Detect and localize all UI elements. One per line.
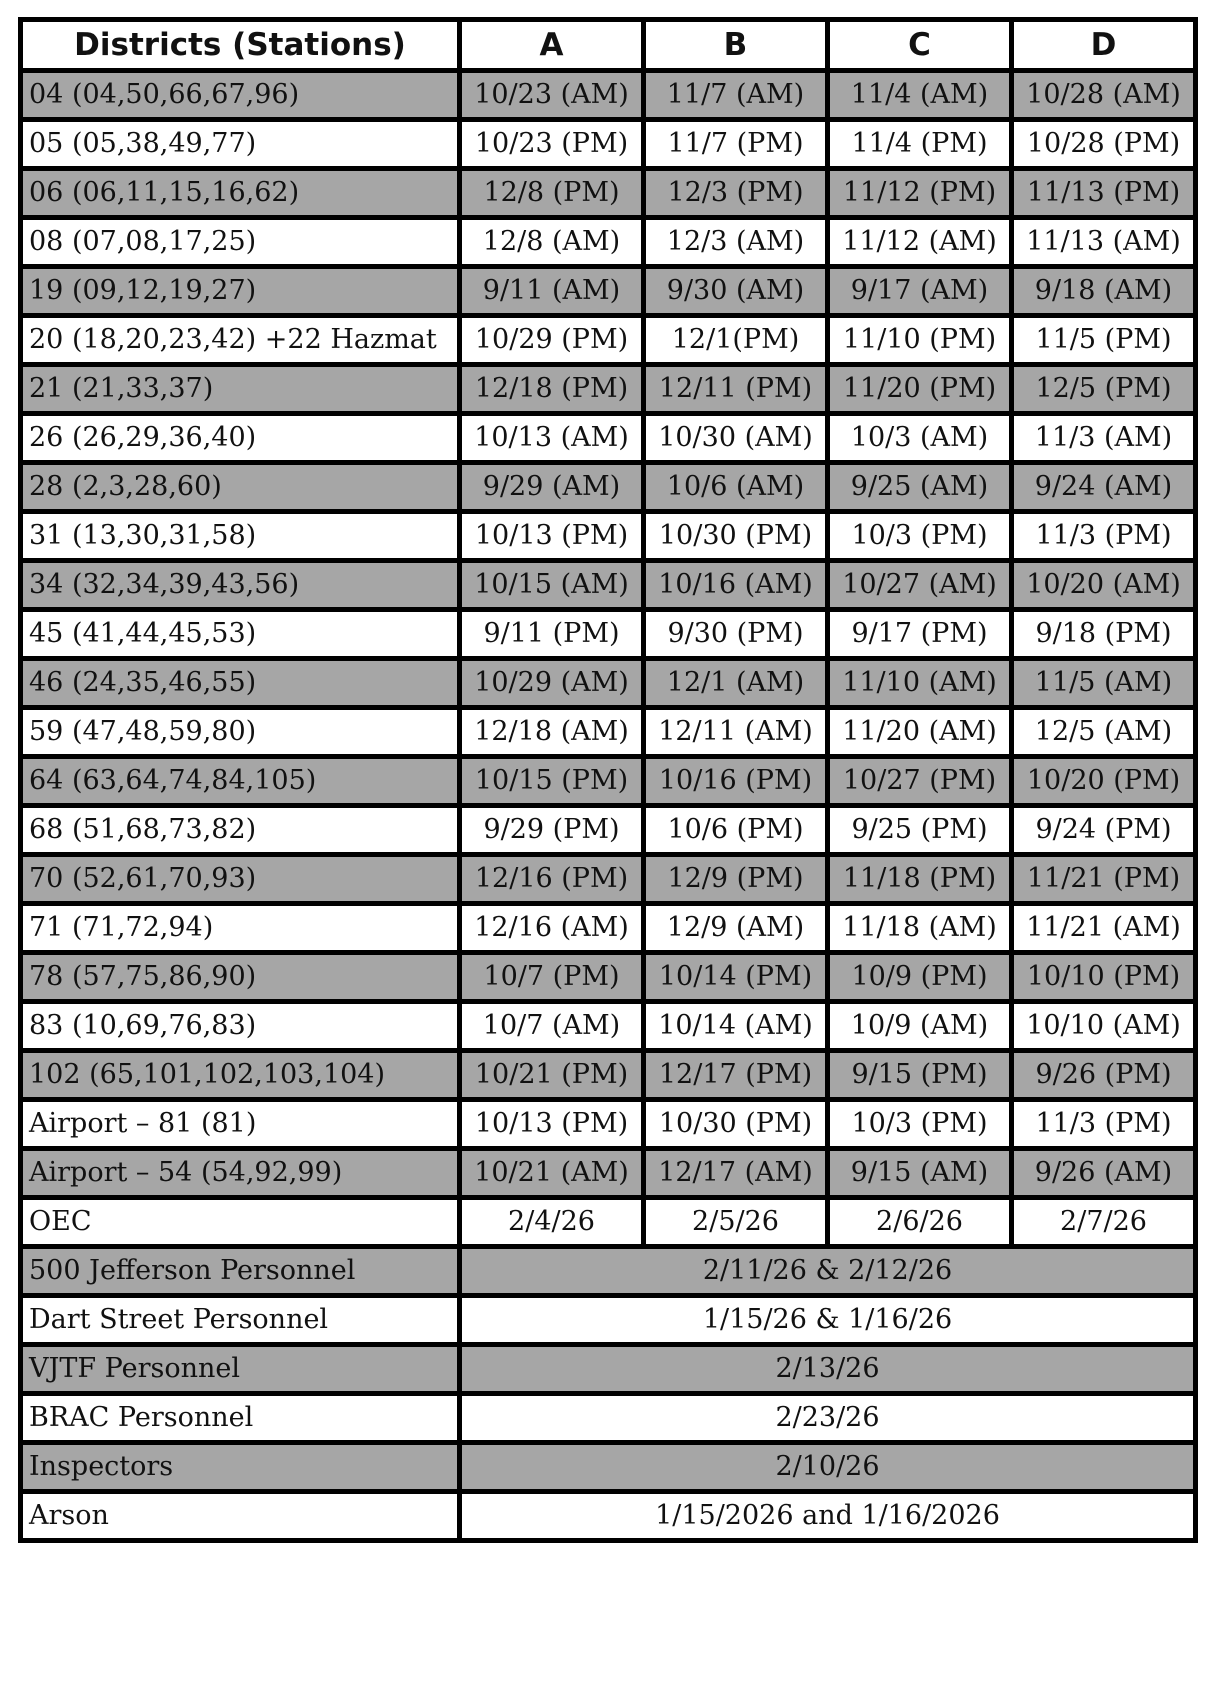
table-row	[21, 855, 1196, 904]
table-row	[21, 1100, 1196, 1149]
district-cell: 08 (07,08,17,25)	[21, 218, 460, 267]
district-cell: 102 (65,101,102,103,104)	[21, 1051, 460, 1100]
table-row	[21, 757, 1196, 806]
date-cell-c: 10/3 (PM)	[828, 512, 1012, 561]
date-cell-c: 9/25 (AM)	[828, 463, 1012, 512]
date-cell-a: 9/11 (PM)	[460, 610, 644, 659]
district-cell: 28 (2,3,28,60)	[21, 463, 460, 512]
district-cell: 71 (71,72,94)	[21, 904, 460, 953]
district-cell: 59 (47,48,59,80)	[21, 708, 460, 757]
table-row	[21, 1394, 1196, 1443]
merged-date-cell: 1/15/2026 and 1/16/2026	[460, 1492, 1196, 1541]
district-cell: Airport – 81 (81)	[21, 1100, 460, 1149]
schedule-sheet	[18, 17, 1198, 1543]
date-cell-d: 9/24 (PM)	[1012, 806, 1196, 855]
table-row	[21, 1051, 1196, 1100]
personnel-cell: Dart Street Personnel	[21, 1296, 460, 1345]
date-cell-a: 10/23 (PM)	[460, 120, 644, 169]
date-cell-c: 10/9 (PM)	[828, 953, 1012, 1002]
date-cell-a: 2/4/26	[460, 1198, 644, 1247]
date-cell-c: 9/25 (PM)	[828, 806, 1012, 855]
table-row	[21, 169, 1196, 218]
table-row	[21, 316, 1196, 365]
table-row	[21, 1198, 1196, 1247]
date-cell-a: 10/7 (PM)	[460, 953, 644, 1002]
date-cell-d: 12/5 (PM)	[1012, 365, 1196, 414]
district-cell: OEC	[21, 1198, 460, 1247]
table-row	[21, 365, 1196, 414]
table-row	[21, 561, 1196, 610]
merged-date-cell: 2/13/26	[460, 1345, 1196, 1394]
table-row	[21, 1345, 1196, 1394]
table-row	[21, 610, 1196, 659]
date-cell-b: 10/30 (AM)	[644, 414, 828, 463]
date-cell-a: 10/7 (AM)	[460, 1002, 644, 1051]
date-cell-a: 10/21 (AM)	[460, 1149, 644, 1198]
date-cell-d: 11/5 (PM)	[1012, 316, 1196, 365]
date-cell-a: 10/21 (PM)	[460, 1051, 644, 1100]
district-cell: 06 (06,11,15,16,62)	[21, 169, 460, 218]
header-c: C	[828, 20, 1012, 71]
table-row	[21, 659, 1196, 708]
table-row	[21, 1492, 1196, 1541]
date-cell-a: 10/13 (PM)	[460, 1100, 644, 1149]
table-row	[21, 1002, 1196, 1051]
district-cell: 04 (04,50,66,67,96)	[21, 71, 460, 120]
date-cell-d: 10/10 (PM)	[1012, 953, 1196, 1002]
district-cell: 70 (52,61,70,93)	[21, 855, 460, 904]
header-d: D	[1012, 20, 1196, 71]
date-cell-d: 9/26 (PM)	[1012, 1051, 1196, 1100]
date-cell-d: 11/3 (PM)	[1012, 1100, 1196, 1149]
district-cell: 64 (63,64,74,84,105)	[21, 757, 460, 806]
date-cell-c: 10/9 (AM)	[828, 1002, 1012, 1051]
date-cell-d: 10/20 (PM)	[1012, 757, 1196, 806]
date-cell-d: 10/28 (PM)	[1012, 120, 1196, 169]
date-cell-b: 10/6 (PM)	[644, 806, 828, 855]
date-cell-b: 12/17 (PM)	[644, 1051, 828, 1100]
date-cell-a: 9/11 (AM)	[460, 267, 644, 316]
district-cell: 68 (51,68,73,82)	[21, 806, 460, 855]
personnel-cell: Arson	[21, 1492, 460, 1541]
table-row	[21, 120, 1196, 169]
date-cell-a: 12/8 (AM)	[460, 218, 644, 267]
date-cell-b: 12/9 (PM)	[644, 855, 828, 904]
date-cell-a: 12/16 (PM)	[460, 855, 644, 904]
date-cell-a: 10/23 (AM)	[460, 71, 644, 120]
district-cell: 83 (10,69,76,83)	[21, 1002, 460, 1051]
date-cell-b: 10/14 (AM)	[644, 1002, 828, 1051]
table-row	[21, 218, 1196, 267]
table-row	[21, 1247, 1196, 1296]
date-cell-b: 10/6 (AM)	[644, 463, 828, 512]
date-cell-b: 2/5/26	[644, 1198, 828, 1247]
merged-date-cell: 2/10/26	[460, 1443, 1196, 1492]
date-cell-d: 11/3 (PM)	[1012, 512, 1196, 561]
table-row	[21, 806, 1196, 855]
personnel-cell: BRAC Personnel	[21, 1394, 460, 1443]
table-row	[21, 708, 1196, 757]
date-cell-d: 11/21 (AM)	[1012, 904, 1196, 953]
date-cell-b: 12/11 (AM)	[644, 708, 828, 757]
date-cell-c: 11/18 (AM)	[828, 904, 1012, 953]
table-row	[21, 1296, 1196, 1345]
schedule-body	[21, 71, 1196, 1541]
header-districts: Districts (Stations)	[21, 20, 460, 71]
date-cell-d: 2/7/26	[1012, 1198, 1196, 1247]
table-row	[21, 904, 1196, 953]
date-cell-a: 12/18 (AM)	[460, 708, 644, 757]
date-cell-a: 10/29 (PM)	[460, 316, 644, 365]
date-cell-c: 11/20 (AM)	[828, 708, 1012, 757]
date-cell-d: 11/21 (PM)	[1012, 855, 1196, 904]
district-cell: 26 (26,29,36,40)	[21, 414, 460, 463]
date-cell-d: 9/24 (AM)	[1012, 463, 1196, 512]
date-cell-d: 9/18 (PM)	[1012, 610, 1196, 659]
date-cell-c: 9/17 (AM)	[828, 267, 1012, 316]
date-cell-d: 10/28 (AM)	[1012, 71, 1196, 120]
date-cell-c: 10/3 (AM)	[828, 414, 1012, 463]
district-cell: Airport – 54 (54,92,99)	[21, 1149, 460, 1198]
date-cell-a: 9/29 (PM)	[460, 806, 644, 855]
date-cell-a: 9/29 (AM)	[460, 463, 644, 512]
date-cell-c: 9/17 (PM)	[828, 610, 1012, 659]
merged-date-cell: 2/23/26	[460, 1394, 1196, 1443]
district-cell: 45 (41,44,45,53)	[21, 610, 460, 659]
schedule-table	[18, 17, 1198, 1543]
header-a: A	[460, 20, 644, 71]
date-cell-c: 11/20 (PM)	[828, 365, 1012, 414]
date-cell-c: 10/27 (AM)	[828, 561, 1012, 610]
date-cell-b: 11/7 (PM)	[644, 120, 828, 169]
header-row	[21, 20, 1196, 71]
date-cell-d: 9/18 (AM)	[1012, 267, 1196, 316]
date-cell-b: 10/14 (PM)	[644, 953, 828, 1002]
date-cell-c: 11/4 (PM)	[828, 120, 1012, 169]
personnel-cell: Inspectors	[21, 1443, 460, 1492]
date-cell-b: 12/9 (AM)	[644, 904, 828, 953]
table-row	[21, 463, 1196, 512]
date-cell-c: 11/12 (AM)	[828, 218, 1012, 267]
table-row	[21, 267, 1196, 316]
date-cell-c: 2/6/26	[828, 1198, 1012, 1247]
date-cell-c: 9/15 (AM)	[828, 1149, 1012, 1198]
date-cell-b: 10/16 (PM)	[644, 757, 828, 806]
date-cell-b: 11/7 (AM)	[644, 71, 828, 120]
table-row	[21, 1443, 1196, 1492]
date-cell-d: 11/13 (PM)	[1012, 169, 1196, 218]
date-cell-c: 11/12 (PM)	[828, 169, 1012, 218]
date-cell-d: 11/5 (AM)	[1012, 659, 1196, 708]
district-cell: 05 (05,38,49,77)	[21, 120, 460, 169]
date-cell-d: 10/20 (AM)	[1012, 561, 1196, 610]
date-cell-b: 12/1 (AM)	[644, 659, 828, 708]
table-row	[21, 512, 1196, 561]
date-cell-a: 12/16 (AM)	[460, 904, 644, 953]
date-cell-c: 10/27 (PM)	[828, 757, 1012, 806]
date-cell-a: 10/29 (AM)	[460, 659, 644, 708]
table-row	[21, 414, 1196, 463]
date-cell-b: 10/16 (AM)	[644, 561, 828, 610]
merged-date-cell: 1/15/26 & 1/16/26	[460, 1296, 1196, 1345]
date-cell-c: 11/10 (PM)	[828, 316, 1012, 365]
date-cell-a: 10/15 (AM)	[460, 561, 644, 610]
district-cell: 19 (09,12,19,27)	[21, 267, 460, 316]
date-cell-c: 11/18 (PM)	[828, 855, 1012, 904]
date-cell-b: 12/3 (AM)	[644, 218, 828, 267]
date-cell-d: 11/3 (AM)	[1012, 414, 1196, 463]
merged-date-cell: 2/11/26 & 2/12/26	[460, 1247, 1196, 1296]
date-cell-b: 9/30 (AM)	[644, 267, 828, 316]
date-cell-c: 10/3 (PM)	[828, 1100, 1012, 1149]
date-cell-c: 9/15 (PM)	[828, 1051, 1012, 1100]
date-cell-c: 11/10 (AM)	[828, 659, 1012, 708]
date-cell-b: 12/3 (PM)	[644, 169, 828, 218]
date-cell-d: 11/13 (AM)	[1012, 218, 1196, 267]
date-cell-b: 12/1(PM)	[644, 316, 828, 365]
personnel-cell: 500 Jefferson Personnel	[21, 1247, 460, 1296]
date-cell-a: 10/13 (PM)	[460, 512, 644, 561]
date-cell-c: 11/4 (AM)	[828, 71, 1012, 120]
district-cell: 21 (21,33,37)	[21, 365, 460, 414]
table-row	[21, 1149, 1196, 1198]
header-b: B	[644, 20, 828, 71]
table-row	[21, 953, 1196, 1002]
district-cell: 34 (32,34,39,43,56)	[21, 561, 460, 610]
district-cell: 20 (18,20,23,42) +22 Hazmat	[21, 316, 460, 365]
district-cell: 31 (13,30,31,58)	[21, 512, 460, 561]
date-cell-b: 12/17 (AM)	[644, 1149, 828, 1198]
personnel-cell: VJTF Personnel	[21, 1345, 460, 1394]
date-cell-a: 10/15 (PM)	[460, 757, 644, 806]
date-cell-a: 12/18 (PM)	[460, 365, 644, 414]
district-cell: 78 (57,75,86,90)	[21, 953, 460, 1002]
date-cell-b: 9/30 (PM)	[644, 610, 828, 659]
date-cell-d: 12/5 (AM)	[1012, 708, 1196, 757]
date-cell-b: 10/30 (PM)	[644, 512, 828, 561]
table-row	[21, 71, 1196, 120]
district-cell: 46 (24,35,46,55)	[21, 659, 460, 708]
date-cell-b: 12/11 (PM)	[644, 365, 828, 414]
date-cell-a: 12/8 (PM)	[460, 169, 644, 218]
date-cell-b: 10/30 (PM)	[644, 1100, 828, 1149]
date-cell-a: 10/13 (AM)	[460, 414, 644, 463]
date-cell-d: 9/26 (AM)	[1012, 1149, 1196, 1198]
date-cell-d: 10/10 (AM)	[1012, 1002, 1196, 1051]
